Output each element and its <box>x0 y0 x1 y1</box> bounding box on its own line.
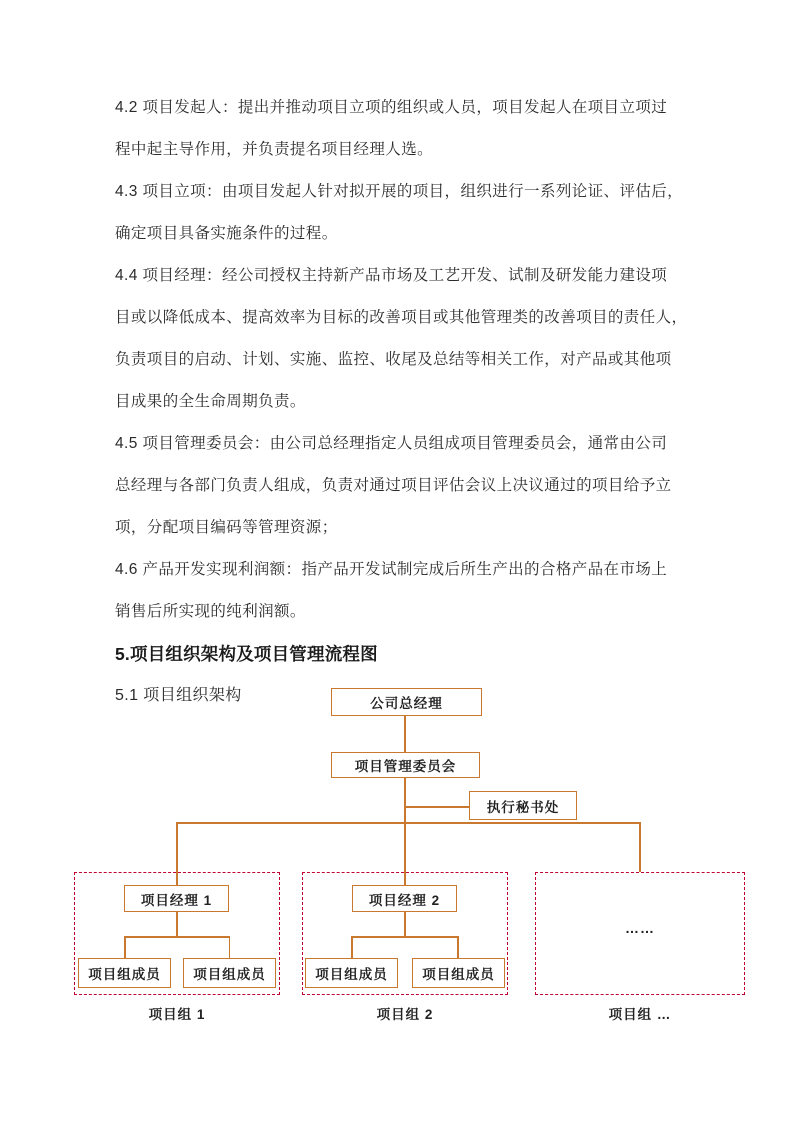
connector-drop-group1 <box>176 822 178 885</box>
connector-group2-member-right <box>457 936 459 958</box>
node-project-manager-1: 项目经理 1 <box>124 885 229 912</box>
connector-group2-manager-down <box>404 912 406 937</box>
connector-to-secretariat <box>404 806 469 808</box>
section-heading-5: 5.项目组织架构及项目管理流程图 <box>115 644 378 664</box>
node-executive-secretariat: 执行秘书处 <box>469 791 577 820</box>
node-general-manager: 公司总经理 <box>331 688 482 716</box>
paragraph-4-3-line-1: 4.3 项目立项：由项目发起人针对拟开展的项目，组织进行一系列论证、评估后， <box>115 183 684 200</box>
paragraph-4-4-line-1: 4.4 项目经理：经公司授权主持新产品市场及工艺开发、试制及研发能力建设项 <box>115 267 668 284</box>
connector-group1-member-right <box>229 936 231 958</box>
paragraph-4-5-line-2: 总经理与各部门负责人组成，负责对通过项目评估会议上决议通过的项目给予立 <box>115 477 672 494</box>
document-text <box>115 87 690 717</box>
node-group2-member-1: 项目组成员 <box>305 958 398 988</box>
node-project-committee: 项目管理委员会 <box>331 752 480 778</box>
node-group1-member-2: 项目组成员 <box>183 958 276 988</box>
group2-caption: 项目组 2 <box>376 1007 434 1022</box>
section-heading-5-1: 5.1 项目组织架构 <box>115 687 242 704</box>
group3-dashed-frame <box>535 872 745 995</box>
paragraph-4-5-line-3: 项，分配项目编码等管理资源； <box>115 519 338 536</box>
connector-committee-down <box>404 778 406 885</box>
paragraph-4-6-line-2: 销售后所实现的纯利润额。 <box>115 603 306 620</box>
node-project-manager-2: 项目经理 2 <box>352 885 457 912</box>
paragraph-4-4-line-2: 目或以降低成本、提高效率为目标的改善项目或其他管理类的改善项目的责任人， <box>115 309 688 326</box>
paragraph-4-5-line-1: 4.5 项目管理委员会：由公司总经理指定人员组成项目管理委员会，通常由公司 <box>115 435 668 452</box>
node-group1-member-1: 项目组成员 <box>78 958 171 988</box>
paragraph-4-6-line-1: 4.6 产品开发实现利润额：指产品开发试制完成后所生产出的合格产品在市场上 <box>115 561 668 578</box>
connector-group2-member-left <box>351 936 353 958</box>
group1-caption: 项目组 1 <box>148 1007 206 1022</box>
connector-group1-member-left <box>124 936 126 958</box>
node-group2-member-2: 项目组成员 <box>412 958 505 988</box>
connector-group1-manager-down <box>176 912 178 937</box>
paragraph-4-3-line-2: 确定项目具备实施条件的过程。 <box>115 225 338 242</box>
connector-group1-spread <box>124 936 230 938</box>
paragraph-4-4-line-3: 负责项目的启动、计划、实施、监控、收尾及总结等相关工作，对产品或其他项 <box>115 351 672 368</box>
connector-gm-to-committee <box>404 716 406 752</box>
paragraph-4-2-line-1: 4.2 项目发起人：提出并推动项目立项的组织或人员，项目发起人在项目立项过 <box>115 99 668 116</box>
paragraph-4-2-line-2: 程中起主导作用，并负责提名项目经理人选。 <box>115 141 434 158</box>
connector-distribution <box>176 822 641 824</box>
group3-ellipsis: …… <box>625 920 655 936</box>
connector-group2-spread <box>351 936 458 938</box>
paragraph-4-4-line-4: 目成果的全生命周期负责。 <box>115 393 306 410</box>
group3-caption: 项目组 … <box>608 1007 672 1022</box>
connector-drop-group3 <box>639 822 641 872</box>
